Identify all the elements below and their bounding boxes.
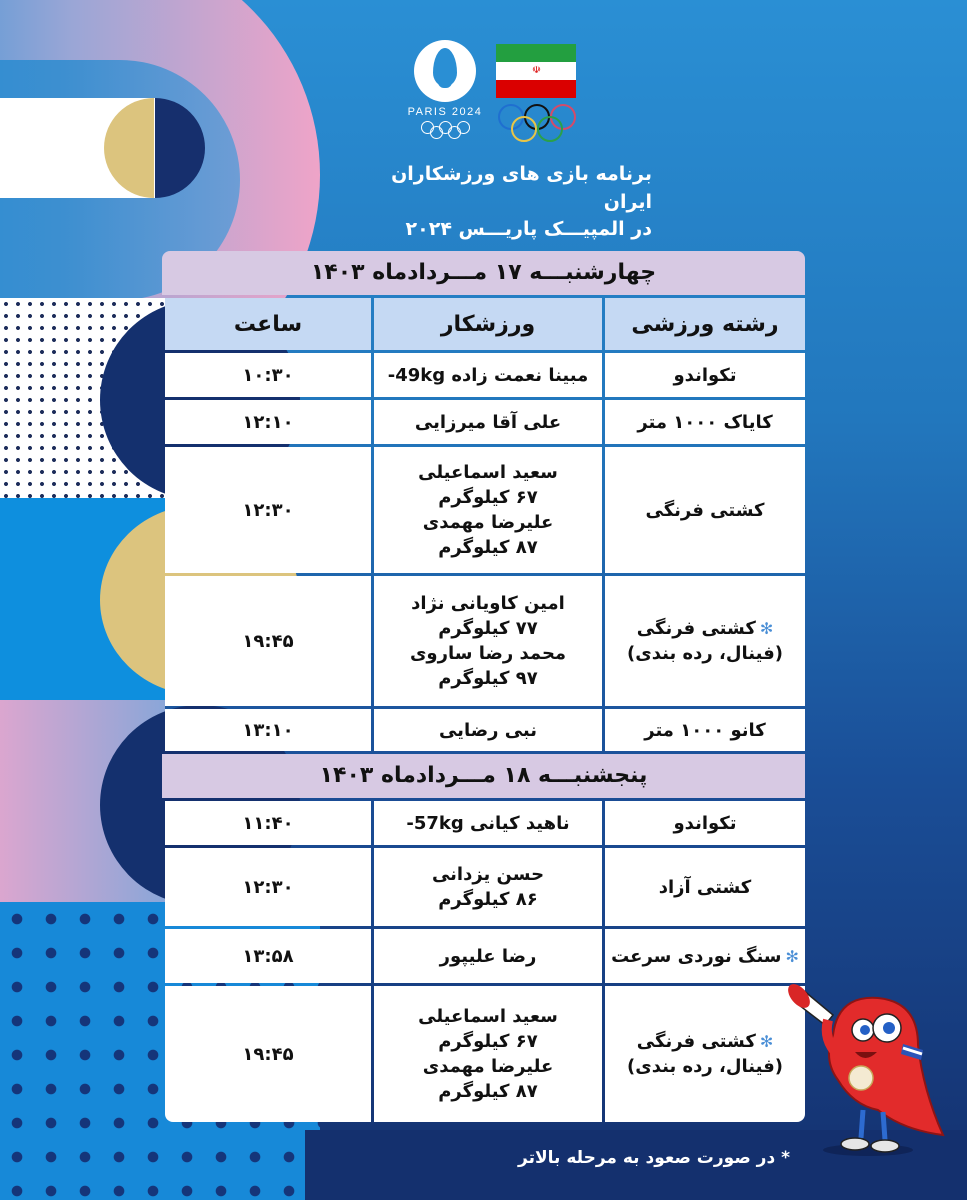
column-header-time: ساعت — [165, 298, 371, 350]
athlete-line: علی آقا میرزایی — [414, 411, 562, 433]
time-cell: ۱۱:۴۰ — [165, 801, 371, 845]
asterisk-icon: ✻ — [785, 946, 799, 966]
title-line-2: در المپیـــک پاریـــس ۲۰۲۴ — [405, 218, 652, 240]
athlete-line: ۷۷ کیلوگرم — [438, 618, 538, 639]
sport-name-line — [673, 811, 736, 836]
athlete-line: علیرضا مهمدی — [422, 512, 554, 533]
page-title — [340, 160, 652, 242]
athlete-line: ۶۷ کیلوگرم — [438, 1031, 538, 1052]
mascot-icon — [783, 960, 953, 1160]
sport-cell — [605, 709, 805, 751]
sport-name-line — [673, 363, 736, 388]
athlete-line: ۹۷ کیلوگرم — [438, 668, 538, 689]
athlete-cell — [374, 929, 602, 983]
sport-name: تکواندو — [673, 364, 737, 386]
table-row — [162, 709, 805, 751]
athlete-line: امین کاویانی نژاد — [411, 593, 565, 614]
athlete-line: ناهید کیانی ‎-57kg — [406, 812, 570, 834]
athlete-line: ۶۷ کیلوگرم — [438, 487, 538, 508]
table-row — [162, 848, 805, 926]
athlete-line: ۸۷ کیلوگرم — [438, 1081, 538, 1102]
sport-name-line — [611, 944, 799, 969]
sport-name: کانو ۱۰۰۰ متر — [644, 719, 766, 741]
table-row — [162, 447, 805, 573]
athlete-line: ۸۶ کیلوگرم — [438, 889, 538, 910]
sport-name: تکواندو — [673, 812, 737, 834]
sport-name: سنگ نوردی سرعت — [611, 945, 782, 967]
sport-cell — [605, 353, 805, 397]
footnote: * در صورت صعود به مرحله بالاتر — [518, 1148, 790, 1168]
athlete-line: محمد رضا ساروی — [409, 643, 567, 664]
athlete-cell — [374, 848, 602, 926]
time-cell: ۱۲:۳۰ — [165, 848, 371, 926]
table-row — [162, 576, 805, 706]
sport-cell — [605, 848, 805, 926]
flame-icon — [414, 40, 476, 102]
athlete-cell — [374, 709, 602, 751]
table-row — [162, 801, 805, 845]
sport-name-line — [637, 410, 772, 435]
athlete-line: حسن یزدانی — [431, 864, 545, 885]
sport-name-line — [645, 498, 764, 523]
athlete-cell — [374, 986, 602, 1122]
column-header-sport: رشته ورزشی — [605, 298, 805, 350]
sport-cell — [605, 400, 805, 444]
sport-name-line — [659, 875, 752, 900]
sport-name: کایاک ۱۰۰۰ متر — [637, 411, 773, 433]
time-cell: ۱۲:۱۰ — [165, 400, 371, 444]
sport-name: کشتی فرنگی — [645, 499, 765, 521]
athlete-cell — [374, 447, 602, 573]
sport-cell — [605, 447, 805, 573]
athlete-line: مبینا نعمت زاده ‎-49kg — [387, 364, 589, 386]
sport-name: (فینال، رده بندی) — [627, 643, 783, 664]
olympic-rings-icon — [498, 104, 578, 144]
time-cell: ۱۹:۴۵ — [165, 576, 371, 706]
athlete-cell — [374, 353, 602, 397]
sport-name-line — [637, 1029, 773, 1054]
athlete-line: سعید اسماعیلی — [418, 1006, 558, 1027]
athlete-line: نبی رضایی — [438, 719, 538, 741]
sport-cell — [605, 576, 805, 706]
sport-name-line — [627, 1054, 783, 1079]
sport-name: کشتی آزاد — [658, 876, 752, 898]
paris-2024-text: PARIS 2024 — [407, 106, 483, 118]
time-cell: ۱۳:۵۸ — [165, 929, 371, 983]
sport-name-line — [637, 616, 773, 641]
athlete-line: ۸۷ کیلوگرم — [438, 537, 538, 558]
athlete-cell — [374, 801, 602, 845]
table-row — [162, 986, 805, 1122]
column-header-row — [162, 298, 805, 350]
day-header: چهارشنبـــه ۱۷ مـــردادماه ۱۴۰۳ — [162, 251, 805, 295]
sport-name: کشتی فرنگی — [636, 618, 756, 639]
table-row — [162, 400, 805, 444]
column-header-athlete: ورزشکار — [374, 298, 602, 350]
athlete-line: رضا علیپور — [439, 945, 537, 967]
athlete-cell — [374, 576, 602, 706]
sport-name: کشتی فرنگی — [636, 1031, 756, 1052]
asterisk-icon: ✻ — [759, 1032, 774, 1051]
asterisk-icon: ✻ — [759, 619, 774, 638]
sport-name-line — [644, 718, 765, 743]
sport-cell — [605, 801, 805, 845]
time-cell: ۱۰:۳۰ — [165, 353, 371, 397]
olympic-rings-icon — [405, 121, 485, 139]
sport-cell — [605, 929, 805, 983]
schedule-table — [162, 251, 805, 1125]
title-line-1: برنامه بازی های ورزشکاران ایران — [391, 163, 652, 213]
athlete-line: علیرضا مهمدی — [422, 1056, 554, 1077]
table-row — [162, 353, 805, 397]
athlete-line: سعید اسماعیلی — [418, 462, 558, 483]
time-cell: ۱۲:۳۰ — [165, 447, 371, 573]
table-row — [162, 929, 805, 983]
sport-name: (فینال، رده بندی) — [627, 1056, 783, 1077]
sport-cell — [605, 986, 805, 1122]
time-cell: ۱۹:۴۵ — [165, 986, 371, 1122]
paris-2024-logo — [405, 40, 485, 139]
athlete-cell — [374, 400, 602, 444]
sport-name-line — [627, 641, 783, 666]
iran-flag-icon: ☫ — [496, 44, 576, 98]
time-cell: ۱۳:۱۰ — [165, 709, 371, 751]
day-header: پنجشنبـــه ۱۸ مـــردادماه ۱۴۰۳ — [162, 754, 805, 798]
